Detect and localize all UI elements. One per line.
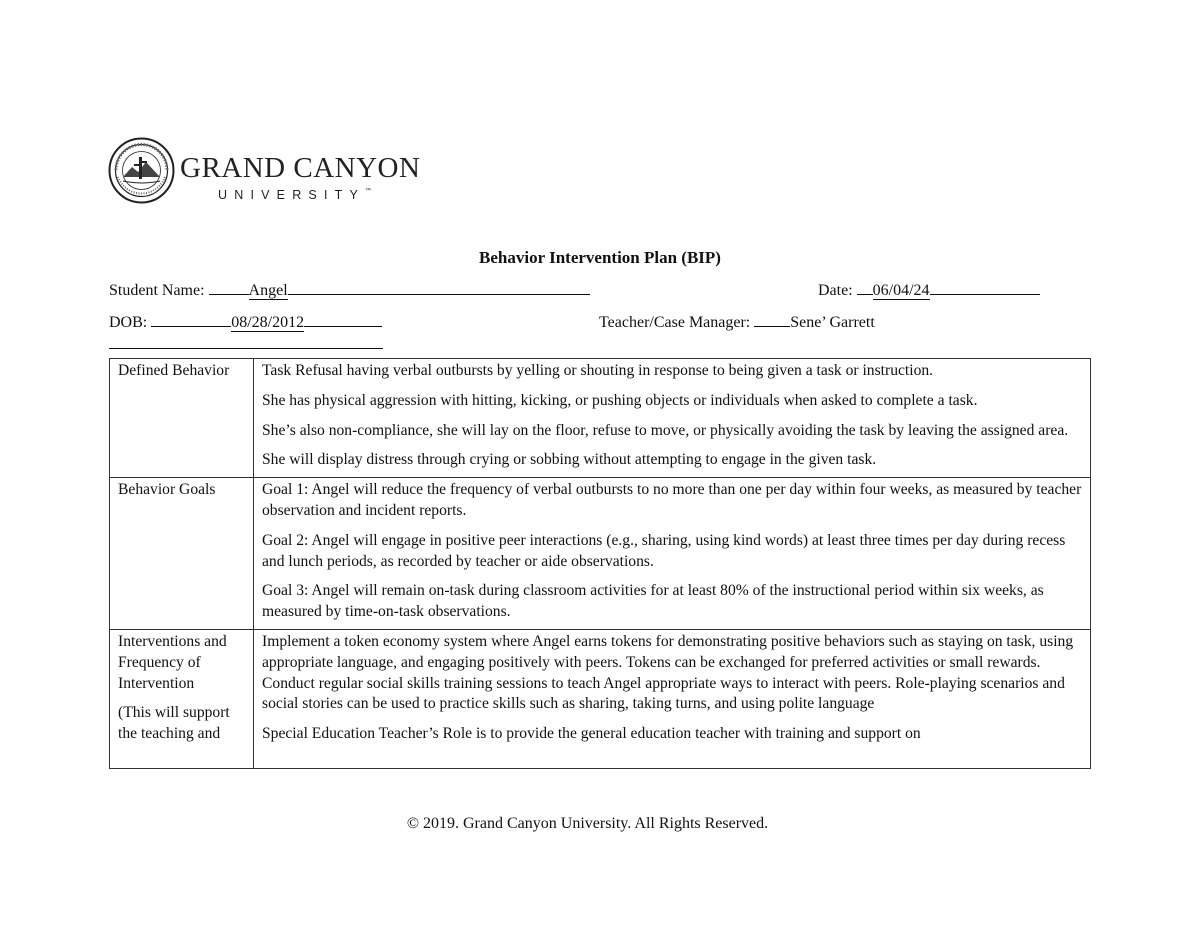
case-manager-field: Teacher/Case Manager: Sene’ Garrett	[599, 314, 875, 331]
paragraph: Goal 1: Angel will reduce the frequency of verbal outbursts to no more than one per day within four weeks, as measured by teacher observation and incident reports.	[262, 481, 1082, 519]
logo-subtitle: UNIVERSITY™	[218, 188, 372, 202]
date-field: Date: 06/04/24	[818, 280, 1040, 300]
row-content	[254, 478, 1091, 630]
signature-line	[109, 348, 383, 349]
table-row	[110, 629, 1091, 768]
university-seal-icon	[108, 137, 175, 204]
bip-table	[109, 358, 1091, 769]
paragraph: Goal 3: Angel will remain on-task during classroom activities for at least 80% of the instructional period within six weeks, as measured by time-on-task observations.	[262, 582, 1044, 621]
paragraph: Special Education Teacher’s Role is to provide the general education teacher with training and support on	[262, 725, 921, 743]
page-title: Behavior Intervention Plan (BIP)	[479, 248, 721, 267]
paragraph: Implement a token economy system where Angel earns tokens for demonstrating positive behaviors such as staying on task, using appropriate language, and engaging positively with peers. Tokens can be exchanged for preferred activities or small rewards. Conduct regular social skills training sessions to teach Angel appropriate ways to interact with peers. Role-playing scenarios and social stories can be used to practice skills such as sharing, taking turns, and using polite language	[262, 632, 1074, 713]
date-value: 06/04/24	[872, 282, 930, 299]
case-manager-value: Sene’ Garrett	[790, 314, 875, 331]
paragraph: Goal 2: Angel will engage in positive peer interactions (e.g., sharing, using kind words) at least three times per day during recess and lunch periods, as recorded by teacher or aide observations.	[262, 531, 1066, 570]
row-content	[254, 629, 1091, 768]
logo-wordmark: GRAND CANYON	[180, 152, 421, 184]
row-label: Interventions and Frequency of Intervention	[118, 632, 227, 692]
paragraph: She’s also non-compliance, she will lay on the floor, refuse to move, or physically avoiding the task by leaving the assigned area.	[262, 421, 1069, 439]
paragraph: She has physical aggression with hitting, kicking, or pushing objects or individuals when asked to complete a task.	[262, 391, 978, 409]
dob-value: 08/28/2012	[231, 314, 305, 331]
table-row	[110, 359, 1091, 478]
row-label: Behavior Goals	[110, 478, 254, 630]
paragraph: Task Refusal having verbal outbursts by yelling or shouting in response to being given a task or instruction.	[262, 362, 934, 379]
row-label-note: (This will support the teaching and	[118, 704, 230, 743]
row-content	[254, 359, 1091, 478]
row-label: Defined Behavior	[110, 359, 254, 478]
dob-field: DOB: 08/28/2012	[109, 312, 382, 332]
table-row	[110, 478, 1091, 630]
student-name-value: Angel	[248, 282, 288, 299]
paragraph: She will display distress through crying or sobbing without attempting to engage in the given task.	[262, 451, 877, 469]
student-name-field: Student Name: Angel	[109, 280, 590, 300]
row-label-cell	[110, 629, 254, 768]
university-logo	[108, 137, 421, 207]
copyright-footer: © 2019. Grand Canyon University. All Rights Reserved.	[406, 815, 769, 832]
